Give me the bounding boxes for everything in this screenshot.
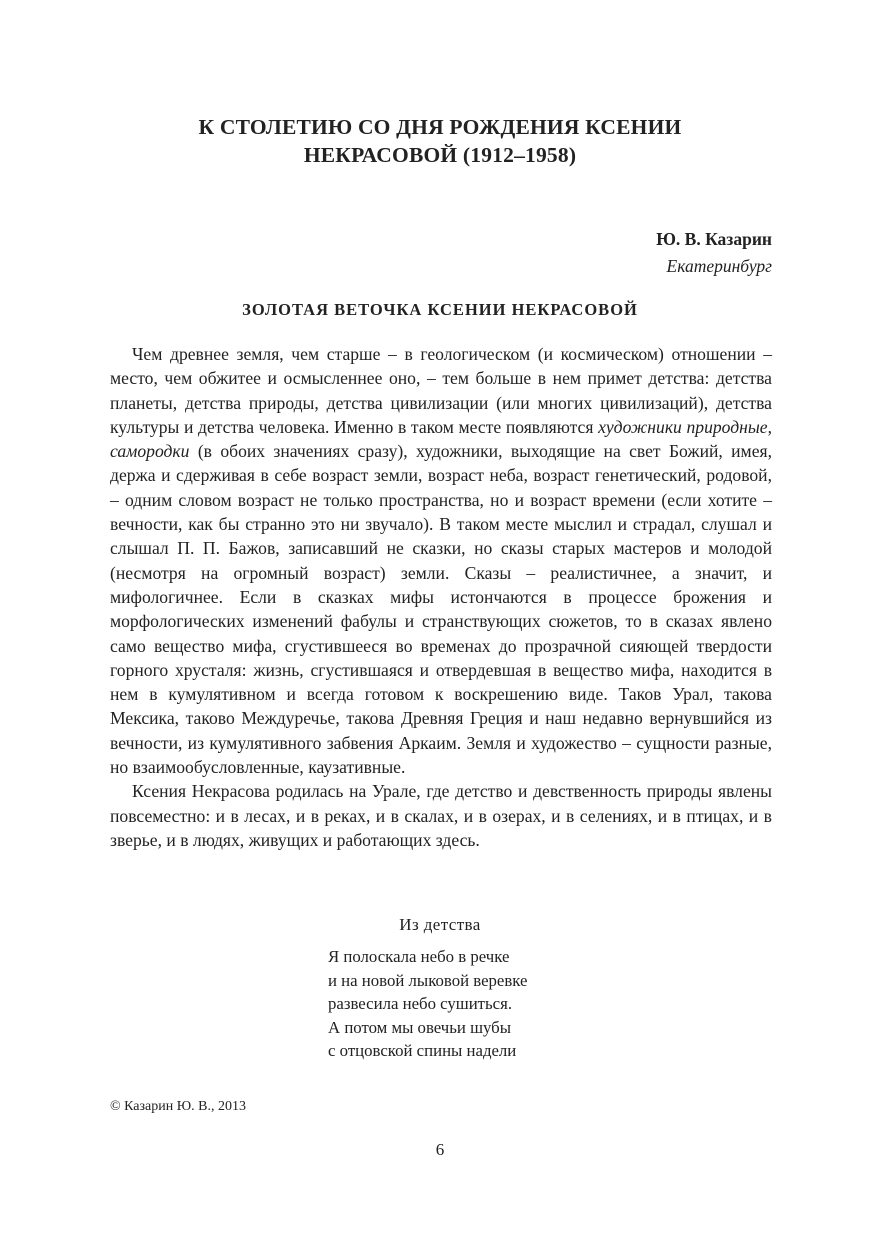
- article-title-line-1: К СТОЛЕТИЮ СО ДНЯ РОЖДЕНИЯ КСЕНИИ: [198, 115, 682, 139]
- poem-line: А потом мы овечьи шубы: [328, 1017, 511, 1037]
- poem-title: Из детства: [399, 915, 481, 934]
- poem-line: с отцовской спины надели: [328, 1041, 517, 1060]
- paragraph-2: Ксения Некрасова родилась на Урале, где детство и девственность природы явлены повсеместно: и в лесах, и в реках, и в скалах, и в озерах, и в селениях, и в птицах, и в зверье, и в людях, живущих и работающих здесь.: [110, 781, 772, 850]
- paragraph-1: [110, 342, 772, 779]
- paragraph-1-text-a: Чем древнее земля, чем старше – в геологическом (и космическом) отношении – место, чем обжитее и осмысленнее оно, – тем больше в нем примет детства: детства планеты, детства природы, детства цивилизации (или многих цивилизаций), детства культуры и детства человека. Именно в таком месте появляются: [110, 344, 772, 437]
- paragraph-1-emphasis-1: художники природные: [598, 416, 768, 437]
- essay-title: ЗОЛОТАЯ ВЕТОЧКА КСЕНИИ НЕКРАСОВОЙ: [242, 300, 638, 319]
- poem-line: Я полоскала небо в речке: [328, 947, 510, 966]
- poem-stanza: [328, 945, 527, 1063]
- paragraph-1-emphasis-2: самородки: [110, 441, 190, 462]
- poem-line: развесила небо сушиться.: [328, 994, 513, 1013]
- article-body: [110, 342, 772, 852]
- poem-line: и на новой лыковой веревке: [328, 970, 528, 990]
- paragraph-1-text-c: (в обоих значениях сразу), художники, выходящие на свет Божий, имея, держа и сдерживая в себе возраст земли, возраст неба, возраст генетический, родовой, – одним словом возраст не только пространства, но и возраст времени (если хотите – вечности, как бы странно это ни звучало). В таком месте мыслил и страдал, слушал и слышал П. П. Бажов, записавший не сказки, но сказы старых мастеров и молодой (несмотря на огромный возраст) земли. Сказы – реалистичнее, а значит, и мифологичнее. Если в сказках мифы истончаются в процессе брожения и морфологических изменений фабулы и странствующих сюжетов, то в сказах явлено само вещество мифа, сгустившееся во временах до прозрачной сияющей твердости горного хрусталя: жизнь, сгустившаяся и отвердевшая в вещество мифа, находится в нем в кумулятивном и всегда готовом к воскрешению виде. Таков Урал, такова Мексика, таково Междуречье, такова Древняя Греция и наш недавно вернувшийся из вечности, из кумулятивного забвения Аркаим. Земля и художество – сущности разные, но взаимообусловленные, каузативные.: [110, 441, 772, 778]
- article-title-line-2: НЕКРАСОВОЙ (1912–1958): [303, 143, 577, 167]
- author-name: Ю. В. Казарин: [656, 229, 772, 249]
- article-title: [100, 113, 780, 169]
- paragraph-1-text-b: ,: [767, 416, 772, 437]
- author-city: Екатеринбург: [666, 256, 772, 276]
- copyright-note: © Казарин Ю. В., 2013: [110, 1099, 246, 1114]
- page-number: 6: [435, 1140, 445, 1159]
